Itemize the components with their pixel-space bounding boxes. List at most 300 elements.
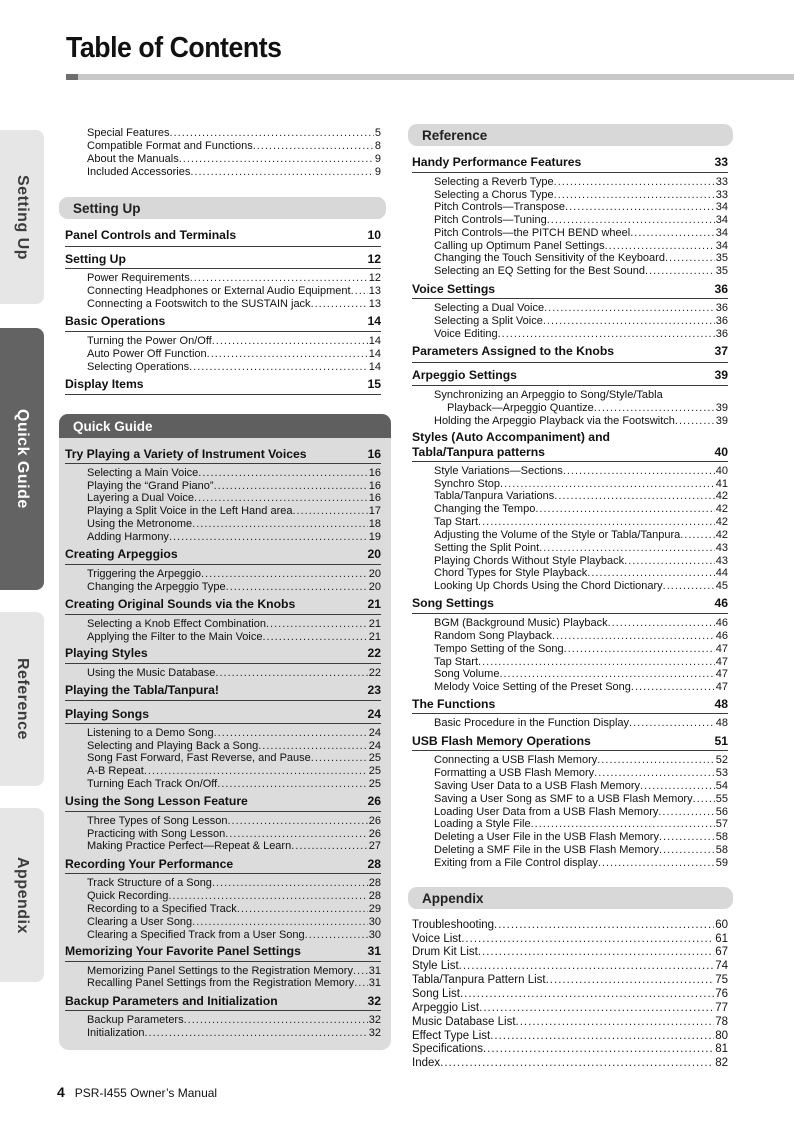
- toc-entry[interactable]: [447, 402, 728, 414]
- entry-page: 34: [715, 240, 728, 252]
- entry-page: 44: [715, 567, 728, 579]
- entry-title: Holding the Arpeggio Playback via the Footswitch: [434, 415, 675, 427]
- entry-page: 14: [368, 335, 381, 347]
- toc-entry[interactable]: [434, 555, 728, 567]
- section-page: 32: [367, 994, 381, 1008]
- entry-title: Tabla/Tanpura Pattern List: [412, 974, 546, 986]
- section-title: Basic Operations: [65, 314, 166, 328]
- entry-page: 47: [715, 643, 728, 655]
- side-tab-label: Appendix: [14, 856, 31, 934]
- entry-page: 33: [715, 189, 728, 201]
- entry-page: 25: [368, 765, 381, 777]
- section-page: 36: [714, 282, 728, 296]
- section-rule: [65, 663, 381, 664]
- toc-entry[interactable]: [412, 974, 728, 986]
- entry-page: 16: [368, 492, 381, 504]
- toc-entry[interactable]: [434, 754, 728, 766]
- entry-title: Selecting a Main Voice: [87, 467, 199, 479]
- section-rule: [65, 246, 381, 247]
- toc-entry[interactable]: [434, 567, 728, 579]
- entry-page: 42: [715, 503, 728, 515]
- toc-section[interactable]: [65, 597, 381, 611]
- section-title: Creating Arpeggios: [65, 547, 178, 561]
- entry-page: 42: [715, 490, 728, 502]
- entry-page: 60: [715, 919, 728, 931]
- section-page: 16: [367, 447, 381, 461]
- entry-page: 33: [715, 176, 728, 188]
- entry-title: A-B Repeat: [87, 765, 144, 777]
- toc-entry[interactable]: [87, 480, 381, 492]
- entry-page: 32: [368, 1014, 381, 1026]
- toc-section[interactable]: [65, 314, 381, 328]
- entry-title: Listening to a Demo Song: [87, 727, 214, 739]
- toc-entry[interactable]: [434, 668, 728, 680]
- toc-section[interactable]: [65, 547, 381, 561]
- entry-page: 43: [715, 555, 728, 567]
- section-page: 14: [367, 314, 381, 328]
- entry-title: Special Features: [87, 127, 170, 139]
- toc-entry[interactable]: [412, 1016, 728, 1028]
- entry-page: 9: [374, 153, 381, 165]
- toc-entry[interactable]: [434, 503, 728, 515]
- section-title: Recording Your Performance: [65, 857, 234, 871]
- entry-title: Drum Kit List: [412, 946, 478, 958]
- entry-page: 46: [715, 630, 728, 642]
- entry-page: 58: [715, 844, 728, 856]
- entry-page: 28: [368, 890, 381, 902]
- entry-title: Selecting a Reverb Type: [434, 176, 554, 188]
- entry-page: 20: [368, 581, 381, 593]
- toc-entry[interactable]: [434, 542, 728, 554]
- section-title: Arpeggio Settings: [412, 368, 517, 382]
- toc-entry[interactable]: [87, 272, 381, 284]
- entry-title: Arpeggio List: [412, 1002, 480, 1014]
- reference-header-label: Reference: [422, 127, 488, 143]
- toc-entry[interactable]: [434, 717, 728, 729]
- section-page: 10: [367, 228, 381, 242]
- toc-entry[interactable]: [434, 580, 728, 592]
- toc-section[interactable]: [65, 683, 381, 697]
- entry-page: 36: [715, 302, 728, 314]
- toc-section[interactable]: [65, 707, 381, 721]
- entry-title: Song Fast Forward, Fast Reverse, and Pause: [87, 752, 311, 764]
- toc-entry[interactable]: [434, 490, 728, 502]
- toc-section[interactable]: [412, 282, 728, 296]
- toc-entry[interactable]: [87, 335, 381, 347]
- toc-entry[interactable]: [87, 877, 381, 889]
- entry-page: 34: [715, 227, 728, 239]
- toc-entry[interactable]: [434, 818, 728, 830]
- toc-entry[interactable]: [412, 1002, 728, 1014]
- entry-title: Setting the Split Point: [434, 542, 540, 554]
- section-rule: [412, 172, 728, 173]
- toc-entry[interactable]: [412, 919, 728, 931]
- entry-page: 39: [715, 402, 728, 414]
- entry-title: Random Song Playback: [434, 630, 553, 642]
- section-title: Voice Settings: [412, 282, 496, 296]
- section-page: 23: [367, 683, 381, 697]
- entry-title: Connecting a Footswitch to the SUSTAIN jack: [87, 298, 311, 310]
- section-page: 39: [714, 368, 728, 382]
- side-tab-reference[interactable]: [0, 612, 44, 786]
- toc-entry[interactable]: [87, 631, 381, 643]
- entry-page: 36: [715, 328, 728, 340]
- entry-title: Changing the Arpeggio Type: [87, 581, 226, 593]
- section-title: Playing Styles: [65, 646, 148, 660]
- entry-page: 78: [715, 1016, 728, 1028]
- entry-title: Saving a User Song as SMF to a USB Flash Memory: [434, 793, 693, 805]
- toc-entry[interactable]: [434, 302, 728, 314]
- toc-section[interactable]: [65, 794, 381, 808]
- section-title: Using the Song Lesson Feature: [65, 794, 248, 808]
- toc-entry[interactable]: [434, 189, 728, 201]
- section-title: USB Flash Memory Operations: [412, 734, 591, 748]
- toc-entry[interactable]: [87, 840, 381, 852]
- toc-entry[interactable]: [87, 531, 381, 543]
- footer-text: PSR-I455 Owner’s Manual: [74, 1086, 218, 1100]
- section-rule: [412, 362, 728, 363]
- toc-entry[interactable]: [412, 933, 728, 945]
- entry-title: Changing the Touch Sensitivity of the Keyboard: [434, 252, 665, 264]
- entry-title: Calling up Optimum Panel Settings: [434, 240, 605, 252]
- entry-page: 43: [715, 542, 728, 554]
- entry-page: 21: [368, 618, 381, 630]
- entry-title: Tap Start: [434, 656, 479, 668]
- toc-entry[interactable]: [87, 467, 381, 479]
- toc-entry[interactable]: [434, 793, 728, 805]
- toc-entry[interactable]: [87, 1014, 381, 1026]
- toc-entry[interactable]: [434, 227, 728, 239]
- toc-entry[interactable]: [434, 328, 728, 340]
- toc-entry[interactable]: [434, 844, 728, 856]
- entry-title: Selecting a Split Voice: [434, 315, 543, 327]
- toc-section[interactable]: [65, 857, 381, 871]
- section-page: 12: [367, 252, 381, 266]
- section-page: 51: [714, 734, 728, 748]
- entry-page: 54: [715, 780, 728, 792]
- toc-entry[interactable]: [87, 348, 381, 360]
- toc-section[interactable]: [412, 734, 728, 748]
- toc-entry[interactable]: [87, 568, 381, 580]
- entry-page: 21: [368, 631, 381, 643]
- toc-entry[interactable]: [434, 767, 728, 779]
- section-title: Handy Performance Features: [412, 155, 582, 169]
- toc-section[interactable]: [65, 944, 381, 958]
- section-rule: [412, 385, 728, 386]
- toc-entry[interactable]: [87, 285, 381, 297]
- entry-title: Layering a Dual Voice: [87, 492, 195, 504]
- entry-title: Adding Harmony: [87, 531, 169, 543]
- entry-page: 59: [715, 857, 728, 869]
- entry-page: 16: [368, 467, 381, 479]
- section-rule: [412, 298, 728, 299]
- entry-page: 29: [368, 903, 381, 915]
- section-rule: [412, 613, 728, 614]
- entry-title: Clearing a Specified Track from a User Song: [87, 929, 305, 941]
- toc-section[interactable]: [65, 252, 381, 266]
- entry-title: Music Database List: [412, 1016, 516, 1028]
- toc-section[interactable]: [412, 445, 728, 459]
- section-title: The Functions: [412, 697, 496, 711]
- section-title: Tabla/Tanpura patterns: [412, 445, 545, 459]
- toc-entry[interactable]: [434, 780, 728, 792]
- toc-entry[interactable]: [87, 618, 381, 630]
- toc-entry[interactable]: [434, 630, 728, 642]
- entry-title: Melody Voice Setting of the Preset Song: [434, 681, 631, 693]
- toc-section[interactable]: [65, 994, 381, 1008]
- entry-title: Selecting an EQ Setting for the Best Sound: [434, 265, 645, 277]
- appendix-header-label: Appendix: [422, 890, 484, 906]
- toc-entry[interactable]: [87, 765, 381, 777]
- toc-entry[interactable]: [434, 265, 728, 277]
- section-page: 48: [714, 697, 728, 711]
- entry-page: 30: [368, 929, 381, 941]
- toc-entry[interactable]: [434, 806, 728, 818]
- entry-page: 25: [368, 778, 381, 790]
- entry-page: 27: [368, 840, 381, 852]
- entry-page: 31: [368, 965, 381, 977]
- entry-page: 80: [715, 1030, 728, 1042]
- toc-section[interactable]: [412, 155, 728, 169]
- quick-guide-header-label: Quick Guide: [73, 418, 153, 434]
- toc-entry[interactable]: [434, 315, 728, 327]
- entry-page: 32: [368, 1027, 381, 1039]
- side-tab-label: Quick Guide: [14, 409, 31, 509]
- toc-entry[interactable]: [87, 890, 381, 902]
- toc-entry[interactable]: [434, 857, 728, 869]
- toc-entry[interactable]: [412, 988, 728, 1000]
- toc-entry[interactable]: [87, 505, 381, 517]
- section-rule: [65, 723, 381, 724]
- entry-page: 40: [715, 465, 728, 477]
- entry-title: Quick Recording: [87, 890, 169, 902]
- toc-section[interactable]: [65, 377, 381, 391]
- section-page: 40: [714, 445, 728, 459]
- entry-title: Included Accessories: [87, 166, 191, 178]
- toc-entry[interactable]: [434, 529, 728, 541]
- section-title: Backup Parameters and Initialization: [65, 994, 278, 1008]
- page-number: 4: [57, 1084, 65, 1100]
- entry-title: Triggering the Arpeggio: [87, 568, 201, 580]
- entry-page: 34: [715, 214, 728, 226]
- toc-entry[interactable]: [434, 516, 728, 528]
- entry-title: Playing Chords Without Style Playback: [434, 555, 625, 567]
- toc-entry[interactable]: [434, 389, 728, 401]
- side-tab-appendix[interactable]: [0, 808, 44, 982]
- toc-section[interactable]: [412, 368, 728, 382]
- toc-entry[interactable]: [87, 166, 381, 178]
- entry-title: Voice List: [412, 933, 462, 945]
- toc-entry[interactable]: [87, 828, 381, 840]
- entry-title: Chord Types for Style Playback: [434, 567, 588, 579]
- entry-title: Playing a Split Voice in the Left Hand area: [87, 505, 293, 517]
- section-page: 24: [367, 707, 381, 721]
- entry-page: 81: [715, 1043, 728, 1055]
- toc-entry[interactable]: [434, 681, 728, 693]
- entry-page: 58: [715, 831, 728, 843]
- entry-title: Voice Editing: [434, 328, 498, 340]
- toc-entry[interactable]: [87, 140, 381, 152]
- toc-entry[interactable]: [87, 740, 381, 752]
- entry-title: Synchro Stop: [434, 478, 501, 490]
- toc-entry[interactable]: [87, 977, 381, 989]
- toc-entry[interactable]: [87, 903, 381, 915]
- section-rule: [65, 614, 381, 615]
- toc-entry[interactable]: [87, 518, 381, 530]
- section-title: Display Items: [65, 377, 144, 391]
- toc-section[interactable]: [412, 430, 728, 444]
- entry-title: Auto Power Off Function: [87, 348, 207, 360]
- entry-page: 48: [715, 717, 728, 729]
- entry-title: Deleting a User File in the USB Flash Memory: [434, 831, 659, 843]
- toc-section[interactable]: [65, 646, 381, 660]
- entry-page: 16: [368, 480, 381, 492]
- entry-page: 12: [368, 272, 381, 284]
- toc-entry[interactable]: [434, 478, 728, 490]
- entry-title: Effect Type List: [412, 1030, 491, 1042]
- entry-page: 52: [715, 754, 728, 766]
- entry-title: Troubleshooting: [412, 919, 495, 931]
- entry-title: Recording to a Specified Track: [87, 903, 237, 915]
- entry-title: About the Manuals: [87, 153, 179, 165]
- entry-page: 46: [715, 617, 728, 629]
- toc-entry[interactable]: [87, 153, 381, 165]
- entry-page: 76: [715, 988, 728, 1000]
- toc-entry[interactable]: [434, 617, 728, 629]
- toc-entry[interactable]: [87, 298, 381, 310]
- toc-entry[interactable]: [87, 916, 381, 928]
- section-rule: [65, 1010, 381, 1011]
- page-title: Table of Contents: [66, 32, 282, 64]
- toc-section[interactable]: [412, 344, 728, 358]
- entry-page: 47: [715, 668, 728, 680]
- toc-entry[interactable]: [434, 176, 728, 188]
- entry-page: 24: [368, 727, 381, 739]
- entry-title: Selecting a Dual Voice: [434, 302, 545, 314]
- entry-title: BGM (Background Music) Playback: [434, 617, 608, 629]
- section-page: 33: [714, 155, 728, 169]
- toc-entry[interactable]: [87, 727, 381, 739]
- entry-page: 20: [368, 568, 381, 580]
- section-rule: [412, 750, 728, 751]
- entry-page: 53: [715, 767, 728, 779]
- entry-title: Selecting a Chorus Type: [434, 189, 554, 201]
- entry-page: 74: [715, 960, 728, 972]
- toc-entry[interactable]: [412, 946, 728, 958]
- toc-entry[interactable]: [87, 752, 381, 764]
- toc-entry[interactable]: [87, 667, 381, 679]
- toc-entry[interactable]: [412, 1043, 728, 1055]
- entry-page: 61: [715, 933, 728, 945]
- section-rule: [65, 394, 381, 395]
- toc-entry[interactable]: [87, 1027, 381, 1039]
- toc-entry[interactable]: [87, 581, 381, 593]
- toc-entry[interactable]: [87, 965, 381, 977]
- entry-title: Pitch Controls—Tuning: [434, 214, 547, 226]
- setting-up-header-label: Setting Up: [73, 200, 141, 216]
- entry-title: Using the Music Database: [87, 667, 216, 679]
- entry-page: 14: [368, 361, 381, 373]
- toc-entry[interactable]: [87, 127, 381, 139]
- section-title: Playing the Tabla/Tanpura!: [65, 683, 219, 697]
- entry-page: 26: [368, 828, 381, 840]
- toc-entry[interactable]: [434, 656, 728, 668]
- section-rule: [412, 461, 728, 462]
- entry-title: Initialization: [87, 1027, 145, 1039]
- section-title: Playing Songs: [65, 707, 149, 721]
- section-title: Try Playing a Variety of Instrument Voices: [65, 447, 307, 461]
- entry-page: 36: [715, 315, 728, 327]
- side-tab-quick-guide[interactable]: [0, 328, 44, 590]
- toc-entry[interactable]: [87, 778, 381, 790]
- toc-entry[interactable]: [87, 492, 381, 504]
- toc-section[interactable]: [412, 697, 728, 711]
- section-page: 15: [367, 377, 381, 391]
- toc-section[interactable]: [65, 447, 381, 461]
- toc-entry[interactable]: [412, 960, 728, 972]
- toc-entry[interactable]: [434, 252, 728, 264]
- entry-title: Adjusting the Volume of the Style or Tabla/Tanpura: [434, 529, 681, 541]
- section-page: 20: [367, 547, 381, 561]
- side-tab-setting-up[interactable]: [0, 130, 44, 304]
- entry-page: 57: [715, 818, 728, 830]
- toc-entry[interactable]: [434, 415, 728, 427]
- entry-title: Backup Parameters: [87, 1014, 184, 1026]
- entry-page: 41: [715, 478, 728, 490]
- entry-page: 5: [374, 127, 381, 139]
- section-page: 28: [367, 857, 381, 871]
- toc-section[interactable]: [412, 596, 728, 610]
- entry-page: 56: [715, 806, 728, 818]
- toc-entry[interactable]: [434, 240, 728, 252]
- toc-entry[interactable]: [412, 1030, 728, 1042]
- entry-title: Three Types of Song Lesson: [87, 815, 228, 827]
- section-page: 26: [367, 794, 381, 808]
- toc-entry[interactable]: [434, 465, 728, 477]
- section-page: 31: [367, 944, 381, 958]
- entry-title: Tabla/Tanpura Variations: [434, 490, 555, 502]
- entry-page: 31: [368, 977, 381, 989]
- entry-page: 13: [368, 298, 381, 310]
- section-rule: [412, 713, 728, 714]
- toc-section[interactable]: [65, 228, 381, 242]
- entry-title: Loading a Style File: [434, 818, 531, 830]
- entry-title: Index: [412, 1057, 441, 1069]
- entry-page: 77: [715, 1002, 728, 1014]
- entry-title: Compatible Format and Functions: [87, 140, 253, 152]
- toc-entry[interactable]: [434, 201, 728, 213]
- entry-title: Looking Up Chords Using the Chord Dictionary: [434, 580, 663, 592]
- entry-page: 18: [368, 518, 381, 530]
- toc-entry[interactable]: [87, 815, 381, 827]
- toc-entry[interactable]: [434, 643, 728, 655]
- entry-title: Pitch Controls—Transpose: [434, 201, 566, 213]
- section-rule: [65, 811, 381, 812]
- section-title: Song Settings: [412, 596, 494, 610]
- left-column: [65, 0, 381, 1122]
- toc-entry[interactable]: [87, 361, 381, 373]
- entry-title: Selecting Operations: [87, 361, 190, 373]
- entry-page: 42: [715, 516, 728, 528]
- entry-page: 45: [715, 580, 728, 592]
- section-page: 46: [714, 596, 728, 610]
- entry-title: Applying the Filter to the Main Voice: [87, 631, 263, 643]
- toc-entry[interactable]: [434, 214, 728, 226]
- toc-entry[interactable]: [412, 1057, 728, 1069]
- toc-entry[interactable]: [434, 831, 728, 843]
- toc-entry[interactable]: [87, 929, 381, 941]
- entry-page: 75: [715, 974, 728, 986]
